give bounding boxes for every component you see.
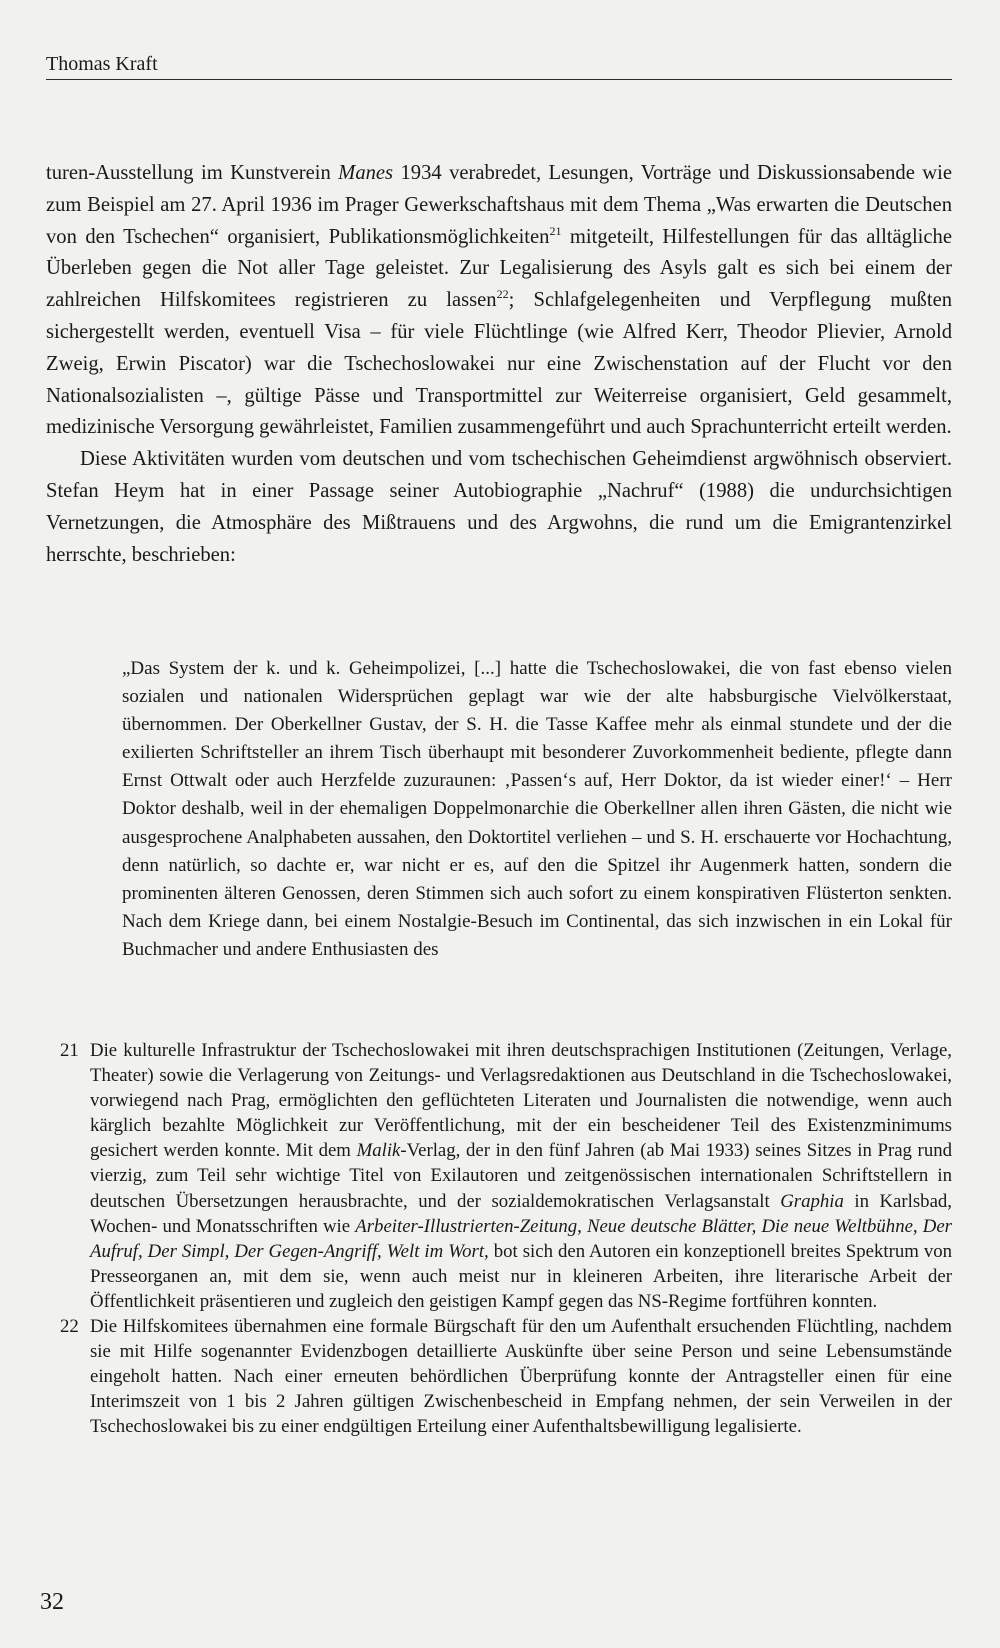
block-quote bbox=[122, 655, 952, 964]
p1-italic-manes: Manes bbox=[338, 162, 394, 184]
fn21-italic-malik: Malik bbox=[356, 1140, 401, 1162]
fn21-italic-graphia: Graphia bbox=[780, 1190, 844, 1212]
footnote-22 bbox=[46, 1314, 952, 1439]
fn21-text-a: Die kulturelle Infrastruktur der Tschechoslowakei mit ihren deutschsprachigen Institutionen (Zeitungen, Verlage, Theater) sowie die Verlagerung von Zeitungs- und Verlagsredaktionen aus Deutschland in die Tschechoslowakei, vorwiegend nach Prag, ermöglichten den geflüchteten Literaten und Journalisten die notwendige, wenn auch kärglich bezahlte Möglichkeit zur Veröffentlichung, mit der ein bescheidener Teil des Existenzminimums gesichert werden konnte. Mit dem bbox=[90, 1040, 952, 1162]
paragraph-1 bbox=[46, 158, 952, 444]
fn21-text-c: -Verlag, der in den fünf Jahren (ab Mai 1933) seines Sitzes in Prag rund vierzig, zum Teil sehr wichtige Titel von Exilautoren und zeitgenössischen internationalen Schriftstellern in deutschen Übersetzungen herausbrachte, und der sozialdemokratischen Verlagsanstalt bbox=[90, 1140, 952, 1212]
footnote-ref-22[interactable]: 22 bbox=[496, 287, 509, 302]
header-rule bbox=[46, 79, 952, 80]
page-number: 32 bbox=[40, 1589, 64, 1615]
footnote-number: 21 bbox=[60, 1040, 79, 1061]
footnotes bbox=[46, 1038, 952, 1440]
footnote-21 bbox=[46, 1038, 952, 1314]
p1-text-d: mitgeteilt, Hilfestellungen für das alltägliche Überleben gegen die Not aller Tage geleistet. Zur Legalisierung des Asyls galt es sich bei einem der zahlreichen Hilfskomitees registrieren zu lassen bbox=[46, 225, 952, 312]
fn22-text: Die Hilfskomitees übernahmen eine formale Bürgschaft für den um Aufenthalt ersuchenden Flüchtling, nachdem sie mit Hilfe sogenannter Evidenzbogen detaillierte Auskünfte über seine Person und seine Lebensumstände eingeholt hatten. Nach einer erneuten behördlichen Überprüfung konnte der Antragsteller einen für eine Interimszeit von 1 bis 2 Jahren gültigen Zwischenbescheid in Empfang nehmen, der sein Verweilen in der Tschechoslowakei bis zu einer endgültigen Erteilung einer Aufenthaltsbewilligung legalisierte. bbox=[90, 1316, 952, 1438]
p1-text-c: 1934 verabredet, Lesungen, Vorträge und Diskussionsabende wie zum Beispiel am 27. April 1936 im Prager Gewerkschaftshaus mit dem Thema „Was erwarten die Deutschen von den Tschechen“ organisiert, Publikationsmöglichkeiten bbox=[46, 162, 952, 248]
running-header: Thomas Kraft bbox=[46, 53, 158, 75]
p1-text-e: ; Schlafgelegenheiten und Verpflegung mußten sichergestellt werden, eventuell Visa – für viele Flüchtlinge (wie Alfred Kerr, Theodor Plievier, Arnold Zweig, Erwin Piscator) war die Tschechoslowakei nur eine Zwischenstation auf der Flucht vor den Nationalsozialisten –, gültige Pässe und Transportmittel zur Weiterreise organisiert, Geld gesammelt, medizinische Versorgung gewährleistet, Familien zusammengeführt und auch Sprachunterricht erteilt werden. bbox=[46, 289, 953, 439]
quote-text: „Das System der k. und k. Geheimpolizei, [...] hatte die Tschechoslowakei, die von fast ebenso vielen sozialen und nationalen Widersprüchen geplagt war wie der alte habsburgische Vielvölkerstaat, übernommen. Der Oberkellner Gustav, der S. H. die Tasse Kaffee mehr als einmal stundete und der die exilierten Schriftsteller an ihrem Tisch überhaupt mit besonderer Zuvorkommenheit bediente, pflegte dann Ernst Ottwalt oder auch Herzfelde zuzuraunen: ‚Passen‘s auf, Herr Doktor, da ist wieder einer!‘ – Herr Doktor deshalb, weil in der ehemaligen Doppelmonarchie die Oberkellner allen ihren Gästen, die nicht wie ausgesprochene Analphabeten aussahen, den Doktortitel verliehen – und S. H. erschauerte vor Hochachtung, denn natürlich, so dachte er, war nicht er es, auf den die Spitzel ihr Augenmerk hatten, sondern die prominenten älteren Genossen, deren Stimmen sich auch sofort zu einem konspirativen Flüsterton senkten. Nach dem Kriege dann, bei einem Nostalgie-Besuch im Continental, das sich inzwischen in ein Lokal für Buchmacher und andere Enthusiasten des bbox=[122, 658, 952, 960]
footnote-ref-21[interactable]: 21 bbox=[549, 223, 562, 238]
fn21-text-g: bot sich den Autoren ein konzeptionell breites Spektrum von Presseorganen an, mit dem sie, wenn auch meist nur in kleineren Arbeiten, ihre literarische Arbeit der Öffentlichkeit präsentieren und zugleich den geistigen Kampf gegen das NS-Regime fortführen konnten. bbox=[90, 1240, 952, 1312]
p1-text-a: turen-Ausstellung im Kunstverein bbox=[46, 162, 339, 184]
footnote-number: 22 bbox=[60, 1316, 79, 1338]
main-text bbox=[46, 158, 952, 571]
fn21-text-e: in Karlsbad, Wochen- und Monatsschriften wie bbox=[90, 1190, 952, 1237]
fn21-italic-titles: Arbeiter-Illustrierten-Zeitung, Neue deutsche Blätter, Die neue Weltbühne, Der Aufruf, Der Simpl, Der Gegen-Angriff, Welt im Wort, bbox=[90, 1215, 952, 1262]
paragraph-2: Diese Aktivitäten wurden vom deutschen und vom tschechischen Geheimdienst argwöhnisch observiert. Stefan Heym hat in einer Passage seiner Autobiographie „Nachruf“ (1988) die undurchsichtigen Vernetzungen, die Atmosphäre des Mißtrauens und des Argwohns, die rund um die Emigrantenzirkel herrschte, beschrieben: bbox=[46, 448, 952, 566]
